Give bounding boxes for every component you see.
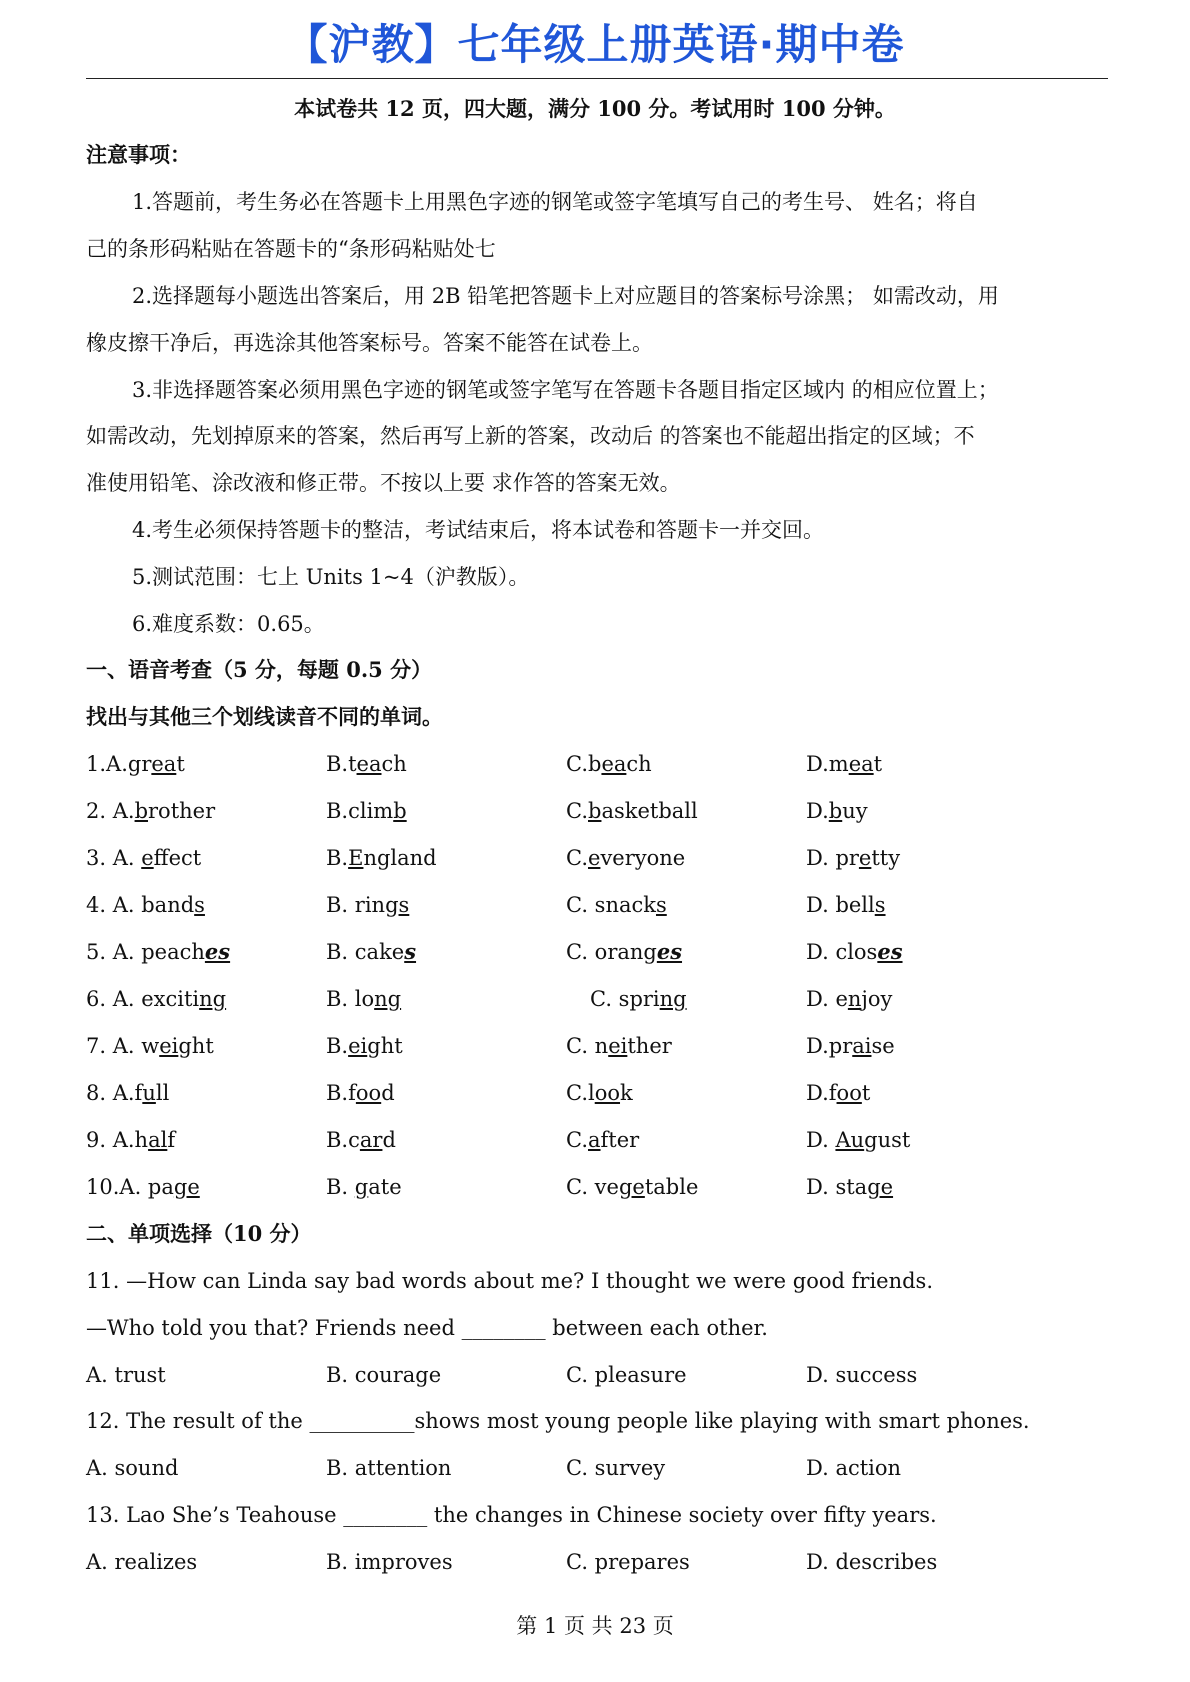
option-text: tty [871, 846, 901, 870]
question-11-reply: —Who told you that? Friends need ________ between each other. [86, 1316, 768, 1340]
phonics-q6-option-d [806, 984, 892, 1014]
underlined-letters: ei [348, 1034, 368, 1058]
phonics-q5-option-a [86, 937, 230, 967]
section-1-heading: 一、语音考查（5 分，每题 0.5 分） [86, 657, 433, 682]
question-13-option-b: B. improves [326, 1550, 453, 1574]
option-text: ther [627, 1034, 672, 1058]
phonics-q1-option-d [806, 749, 882, 779]
phonics-q1-option-c [566, 749, 652, 779]
phonics-q9-option-d [806, 1125, 910, 1155]
phonics-q10-option-a [86, 1172, 200, 1202]
option-text: 6. A. exciti [86, 987, 200, 1011]
option-text: ch [381, 752, 407, 776]
underlined-letters: es [656, 939, 683, 964]
option-text: D. pr [806, 846, 859, 870]
phonics-q10-option-d [806, 1172, 893, 1202]
phonics-q2-option-c [566, 796, 698, 826]
phonics-q5-option-b [326, 937, 416, 967]
notice-item-3-line-1: 3.非选择题答案必须用黑色字迹的钢笔或签字笔写在答题卡各题目指定区域内 的相应位置上； [132, 378, 999, 402]
option-text: D.f [806, 1081, 837, 1105]
question-12-option-b: B. attention [326, 1456, 452, 1480]
question-12-option-a: A. sound [86, 1456, 179, 1480]
underlined-letters: ar [359, 1128, 383, 1152]
underlined-letters: ge [867, 1175, 894, 1199]
phonics-q5-option-c [566, 937, 682, 967]
option-text: d [382, 1128, 396, 1152]
notice-item-1-line-2: 己的条形码粘贴在答题卡的“条形码粘贴处七 [86, 237, 496, 261]
underlined-letters: e [141, 846, 154, 870]
option-text: C. snack [566, 893, 656, 917]
option-text: B.t [326, 752, 357, 776]
title-divider [86, 78, 1108, 79]
phonics-q10-option-c [566, 1172, 698, 1202]
option-text: B. [326, 1034, 349, 1058]
phonics-q8-option-c [566, 1078, 633, 1108]
option-text: 5. A. peach [86, 940, 205, 964]
underlined-letters: oo [355, 1081, 382, 1105]
option-text: C. n [566, 1034, 609, 1058]
phonics-q7-option-b [326, 1031, 403, 1061]
underlined-letters: es [204, 939, 231, 964]
option-text: D. [806, 1128, 836, 1152]
notice-item-3-line-3: 准使用铅笔、涂改液和修正带。不按以上要 求作答的答案无效。 [86, 471, 681, 495]
option-text: joy [861, 987, 893, 1011]
exam-subtitle: 本试卷共 12 页，四大题，满分 100 分。考试用时 100 分钟。 [294, 96, 896, 121]
phonics-q2-option-b [326, 796, 407, 826]
question-11-option-b: B. courage [326, 1363, 442, 1387]
option-text: ngland [363, 846, 437, 870]
option-text: fter [600, 1128, 640, 1152]
phonics-q2-option-d [806, 796, 868, 826]
phonics-q6-option-a [86, 984, 226, 1014]
option-text: d [381, 1081, 395, 1105]
phonics-q3-option-a [86, 843, 201, 873]
underlined-letters: b [134, 799, 149, 823]
option-text: B.c [326, 1128, 360, 1152]
underlined-letters: s [874, 893, 886, 917]
option-text: ght [367, 1034, 403, 1058]
notice-item-6: 6.难度系数：0.65。 [132, 612, 325, 636]
option-text: D. e [806, 987, 848, 1011]
section-2-heading: 二、单项选择（10 分） [86, 1221, 312, 1246]
option-text: k [620, 1081, 633, 1105]
option-text: 3. A. [86, 846, 142, 870]
option-text: 9. A.h [86, 1128, 149, 1152]
option-text: f [167, 1128, 176, 1152]
option-text: ffect [153, 846, 202, 870]
phonics-q6-option-c [590, 984, 687, 1014]
phonics-q3-option-b [326, 843, 437, 873]
phonics-q9-option-a [86, 1125, 175, 1155]
underlined-letters: ea [601, 752, 627, 776]
option-text: 2. A. [86, 799, 135, 823]
question-12-option-c: C. survey [566, 1456, 666, 1480]
notice-item-1-line-1: 1.答题前，考生务必在答题卡上用黑色字迹的钢笔或签字笔填写自己的考生号、 姓名；将自 [132, 190, 978, 214]
underlined-letters: E [348, 846, 364, 870]
option-text: C. [566, 799, 588, 823]
option-text: B. cake [326, 940, 405, 964]
underlined-letters: ge [618, 1175, 645, 1199]
notice-item-3-line-2: 如需改动，先划掉原来的答案，然后再写上新的答案，改动后 的答案也不能超出指定的区域；不 [86, 424, 975, 448]
phonics-q1-option-a [86, 749, 185, 779]
option-text: C. [566, 846, 588, 870]
underlined-letters: oo [836, 1081, 862, 1105]
page-footer: 第 1 页 共 23 页 [516, 1614, 674, 1638]
option-text: gust [864, 1128, 911, 1152]
underlined-letters: ei [608, 1034, 628, 1058]
option-text: se [871, 1034, 895, 1058]
option-text: ate [368, 1175, 402, 1199]
option-text: C. spri [590, 987, 660, 1011]
phonics-q3-option-c [566, 843, 685, 873]
option-text: asketball [601, 799, 698, 823]
underlined-letters: b [588, 799, 602, 823]
question-12-option-d: D. action [806, 1456, 902, 1480]
option-text: table [644, 1175, 699, 1199]
phonics-q9-option-b [326, 1125, 396, 1155]
option-text: B. ring [326, 893, 399, 917]
option-text: ght [178, 1034, 214, 1058]
option-text: uy [842, 799, 868, 823]
underlined-letters: s [655, 893, 667, 917]
notice-item-5: 5.测试范围：七上 Units 1~4（沪教版）。 [132, 565, 530, 589]
underlined-letters: s [404, 939, 417, 964]
underlined-letters: al [148, 1128, 168, 1152]
underlined-letters: ea [848, 752, 874, 776]
phonics-q6-option-b [326, 984, 401, 1014]
option-text: 1.A.gr [86, 752, 152, 776]
option-text: C.b [566, 752, 602, 776]
option-text: rother [148, 799, 216, 823]
underlined-letters: u [142, 1081, 156, 1105]
option-text: C. orang [566, 940, 657, 964]
option-text: B. lo [326, 987, 375, 1011]
underlined-letters: Au [835, 1128, 865, 1152]
option-text: C. [566, 1128, 588, 1152]
option-text: 4. A. band [86, 893, 195, 917]
underlined-letters: e [858, 846, 872, 870]
underlined-letters: e [588, 846, 601, 870]
option-text: B.f [326, 1081, 356, 1105]
option-text: t [176, 752, 185, 776]
question-13-option-d: D. describes [806, 1550, 938, 1574]
option-text: B. [326, 1175, 355, 1199]
question-11-option-c: C. pleasure [566, 1363, 687, 1387]
question-11-option-d: D. success [806, 1363, 918, 1387]
underlined-letters: ei [159, 1034, 179, 1058]
option-text: veryone [600, 846, 686, 870]
notice-item-4: 4.考生必须保持答题卡的整洁，考试结束后，将本试卷和答题卡一并交回。 [132, 518, 825, 542]
phonics-q7-option-c [566, 1031, 672, 1061]
option-text: B.clim [326, 799, 394, 823]
option-text: D.m [806, 752, 849, 776]
underlined-letters: a [588, 1128, 601, 1152]
option-text: D. sta [806, 1175, 868, 1199]
option-text: 7. A. w [86, 1034, 160, 1058]
option-text: D. bell [806, 893, 875, 917]
question-13-option-c: C. prepares [566, 1550, 690, 1574]
notice-heading: 注意事项： [86, 142, 191, 167]
phonics-q8-option-b [326, 1078, 395, 1108]
exam-title: 【沪教】七年级上册英语·期中卷 [285, 20, 905, 69]
underlined-letters: ea [151, 752, 177, 776]
notice-item-2-line-1: 2.选择题每小题选出答案后，用 2B 铅笔把答题卡上对应题目的答案标号涂黑； 如需改动，用 [132, 284, 999, 308]
phonics-q8-option-a [86, 1078, 169, 1108]
underlined-letters: s [194, 893, 205, 917]
underlined-letters: g [354, 1175, 369, 1199]
phonics-q4-option-c [566, 890, 667, 920]
notice-item-2-line-2: 橡皮擦干净后，再选涂其他答案标号。答案不能答在试卷上。 [86, 331, 653, 355]
phonics-q4-option-a [86, 890, 205, 920]
underlined-letters: n [847, 987, 862, 1011]
underlined-letters: ng [199, 987, 227, 1011]
option-text: t [861, 1081, 871, 1105]
option-text: 8. A.f [86, 1081, 143, 1105]
underlined-letters: b [828, 799, 843, 823]
underlined-letters: ea [356, 752, 382, 776]
question-12-stem: 12. The result of the __________shows most young people like playing with smart phones. [86, 1409, 1030, 1433]
option-text: 10.A. pa [86, 1175, 174, 1199]
phonics-q4-option-d [806, 890, 886, 920]
phonics-q10-option-b [326, 1172, 402, 1202]
phonics-q1-option-b [326, 749, 407, 779]
underlined-letters: ng [659, 987, 687, 1011]
option-text: D. [806, 799, 829, 823]
question-11-option-a: A. trust [86, 1363, 166, 1387]
underlined-letters: b [393, 799, 407, 823]
option-text: C.l [566, 1081, 595, 1105]
phonics-q7-option-d [806, 1031, 895, 1061]
underlined-letters: ng [374, 987, 402, 1011]
underlined-letters: ai [852, 1034, 872, 1058]
option-text: D. clos [806, 940, 878, 964]
phonics-q9-option-c [566, 1125, 639, 1155]
question-13-stem: 13. Lao She’s Teahouse ________ the changes in Chinese society over fifty years. [86, 1503, 937, 1527]
phonics-q5-option-d [806, 937, 903, 967]
option-text: C. ve [566, 1175, 619, 1199]
option-text: t [873, 752, 883, 776]
phonics-q8-option-d [806, 1078, 870, 1108]
underlined-letters: s [398, 893, 410, 917]
phonics-q4-option-b [326, 890, 409, 920]
phonics-q7-option-a [86, 1031, 214, 1061]
underlined-letters: ge [173, 1175, 200, 1199]
underlined-letters: oo [594, 1081, 621, 1105]
section-1-instruction: 找出与其他三个划线读音不同的单词。 [86, 704, 443, 729]
question-11-stem: 11. —How can Linda say bad words about me? I thought we were good friends. [86, 1269, 934, 1293]
phonics-q2-option-a [86, 796, 215, 826]
option-text: D.pr [806, 1034, 853, 1058]
option-text: ll [155, 1081, 170, 1105]
option-text: ch [626, 752, 652, 776]
question-13-option-a: A. realizes [86, 1550, 198, 1574]
option-text: B. [326, 846, 349, 870]
phonics-q3-option-d [806, 843, 900, 873]
underlined-letters: es [877, 939, 903, 964]
